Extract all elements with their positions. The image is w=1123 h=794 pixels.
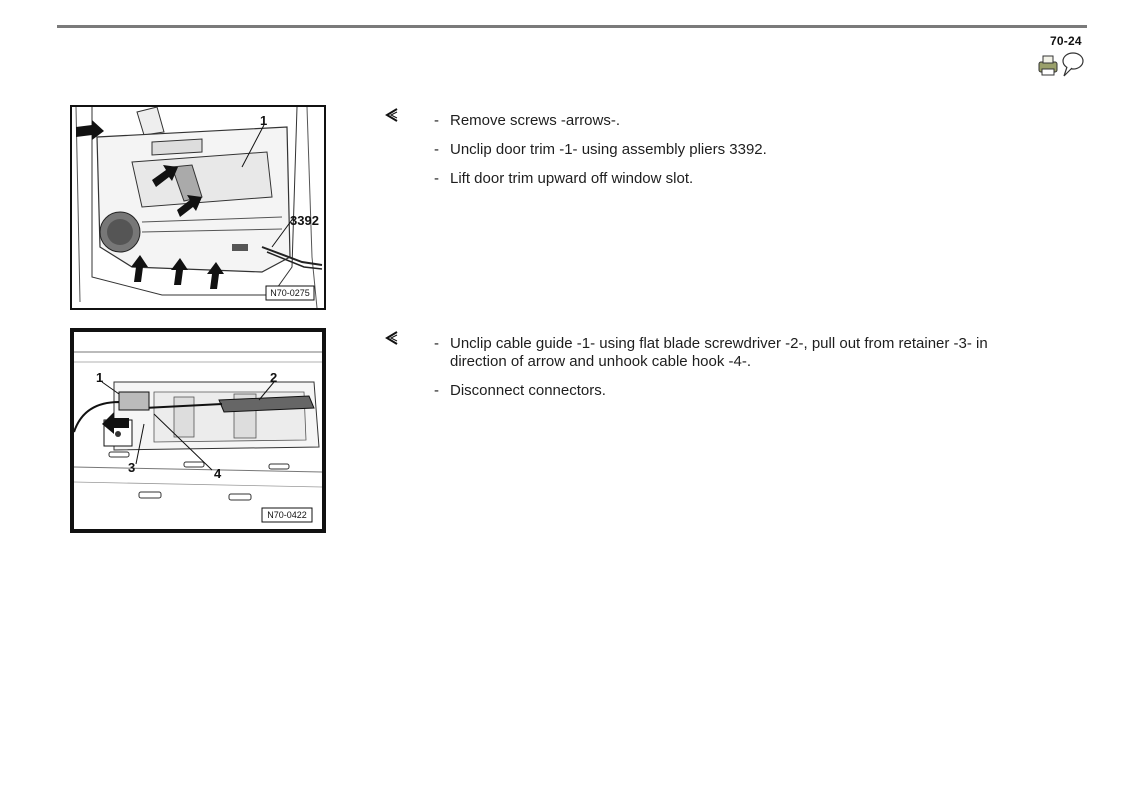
list-item: - Unclip door trim -1- using assembly pliers 3392. (434, 141, 767, 158)
list-item: - Lift door trim upward off window slot. (434, 170, 694, 187)
callout-2: 2 (270, 370, 278, 385)
door-trim-illustration (72, 107, 324, 308)
callout-1: 1 (96, 370, 104, 385)
callout-4: 4 (214, 466, 222, 481)
header-rule (57, 25, 1087, 28)
instruction-list (434, 335, 1034, 411)
callout-3: 3 (128, 460, 136, 475)
page-icons (1037, 50, 1087, 78)
instruction-list (434, 112, 1034, 199)
callout-1: 1 (260, 113, 268, 128)
cable-guide-illustration (74, 332, 322, 529)
see-figure-marker-icon (385, 108, 401, 122)
figure-door-trim (70, 105, 326, 310)
figure-cable-guide (70, 328, 326, 533)
figure-code: N70-0275 (270, 288, 310, 298)
speech-bubble-icon[interactable] (1063, 53, 1083, 76)
figure-code: N70-0422 (267, 510, 307, 520)
callout-3392: 3392 (290, 213, 319, 228)
see-figure-marker-icon (385, 331, 401, 345)
printer-icon[interactable] (1039, 56, 1057, 75)
page-number: 70-24 (1050, 34, 1082, 48)
list-item: - Remove screws -arrows-. (434, 112, 621, 129)
list-item: - Unclip cable guide -1- using flat blade screwdriver -2-, pull out from retainer -3- in direction of arrow and unhook cable hook -4-. (434, 335, 988, 370)
list-item: - Disconnect connectors. (434, 382, 606, 399)
